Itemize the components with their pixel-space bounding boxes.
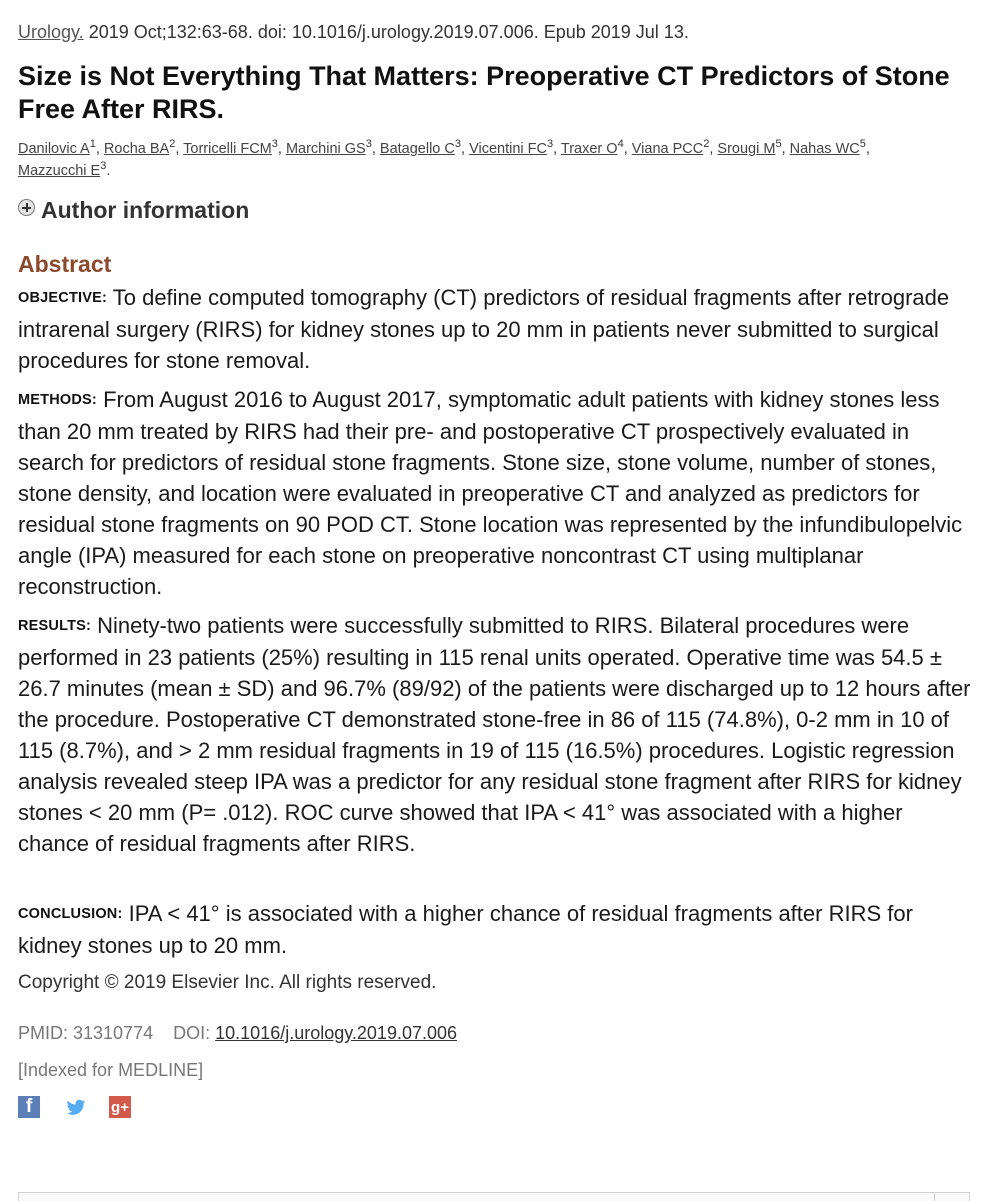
copyright-notice: Copyright © 2019 Elsevier Inc. All rights reserved. <box>18 972 437 993</box>
author-list: Danilovic $A^1$, Rocha $BA^2$, Torricelli FCM$^3$, Marchini $GS^3$, Batagello $C^3$, Vicentini $FC^3$, Traxer $O^4$, Viana PCC$^2$, Srougi $M^5$, Nahas $WC^5$, Mazzucchi $E^3$. <box>18 138 870 179</box>
author-affiliation: 3 <box>546 138 554 150</box>
results-label: RESULTS: <box>18 618 92 634</box>
google-plus-icon[interactable]: g+ <box>109 1096 131 1118</box>
abstract-heading: Abstract <box>18 251 112 277</box>
doi-link[interactable]: 10.1016/j.urology.2019.07.006 <box>215 1023 458 1043</box>
article-title: Size is Not Everything That Matters: Preoperative CT Predictors of Stone Free After RIRS. <box>18 61 950 124</box>
abstract-conclusion <box>18 898 973 961</box>
author-link[interactable]: Batagello C <box>379 141 455 157</box>
abstract-objective <box>18 282 973 376</box>
author-affiliation: 1 <box>89 138 96 150</box>
citation-details: 2019 Oct;132:63-68. doi: 10.1016/j.urology.2019.07.006. Epub 2019 Jul 13. <box>83 22 689 42</box>
social-share-bar <box>18 1096 131 1118</box>
conclusion-label: CONCLUSION: <box>18 906 123 922</box>
abstract-results <box>18 610 973 859</box>
author-affiliation: 2 <box>169 138 176 150</box>
pmid: PMID: 31310774 <box>18 1023 154 1043</box>
author-affiliation: 3 <box>100 160 107 172</box>
objective-label: OBJECTIVE: <box>18 290 108 306</box>
author-link[interactable]: Srougi M <box>717 141 776 157</box>
author-link[interactable]: Rocha BA <box>103 141 170 157</box>
author-link[interactable]: Danilovic A <box>18 141 90 157</box>
author-link[interactable]: Nahas WC <box>789 141 860 157</box>
author-link[interactable]: Viana PCC <box>631 141 704 157</box>
author-information-toggle[interactable] <box>18 197 249 224</box>
facebook-icon[interactable]: f <box>18 1096 40 1118</box>
journal-link[interactable]: Urology. <box>18 22 84 42</box>
objective-text: To define computed tomography (CT) predictors of residual fragments after retrograde intrarenal surgery (RIRS) for kidney stones up to 20 mm in patients never submitted to surgical procedures for stone removal. <box>18 285 950 373</box>
medline-status: [Indexed for MEDLINE] <box>18 1060 204 1080</box>
author-information-label: Author information <box>41 197 250 223</box>
author-affiliation: 5 <box>775 138 782 150</box>
author-affiliation: 5 <box>859 138 866 150</box>
author-link[interactable]: Torricelli FCM <box>183 141 272 157</box>
author-affiliation: 3 <box>365 138 372 150</box>
twitter-bird-icon <box>66 1099 86 1115</box>
author-affiliation: 3 <box>454 138 461 150</box>
author-affiliation: 3 <box>271 138 278 150</box>
methods-label: METHODS: <box>18 392 97 408</box>
methods-text: From August 2016 to August 2017, symptomatic adult patients with kidney stones less than 20 mm treated by RIRS had their pre- and postoperative CT prospectively evaluated in search for predictors of residual stone fragments. Stone size, stone volume, number of stones, stone density, and location were evaluated in preoperative CT and analyzed as predictors for residual stone fragments on 90 POD CT. Stone location was represented by the infundibulopelvic angle (IPA) measured for each stone on preoperative noncontrast CT using multiplanar reconstruction. <box>18 387 963 599</box>
expand-plus-icon[interactable] <box>18 199 35 216</box>
author-link[interactable]: Traxer O <box>560 141 618 157</box>
author-affiliation: 4 <box>617 138 624 150</box>
results-text: Ninety-two patients were successfully submitted to RIRS. Bilateral procedures were performed in 23 patients (25%) resulting in 115 renal units operated. Operative time was 54.5 ± 26.7 minutes (mean ± SD) and 96.7% (89/92) of the patients were discharged up to 12 hours after the procedure. Postoperative CT demonstrated stone-free in 86 of 115 (74.8%), 0-2 mm in 10 of 115 (8.7%), and > 2 mm residual fragments in 19 of 115 (16.5%) procedures. Logistic regression analysis revealed steep IPA was a predictor for any residual stone fragment after RIRS for kidney stones < 20 mm (P= .012). ROC curve showed that IPA < 41° was associated with a higher chance of residual fragments after RIRS. <box>18 613 971 856</box>
author-link[interactable]: Marchini GS <box>285 141 366 157</box>
doi-label: DOI: <box>173 1023 211 1043</box>
article-identifiers <box>18 1023 457 1044</box>
abstract-methods <box>18 384 973 602</box>
twitter-icon[interactable] <box>64 1096 88 1118</box>
conclusion-text: IPA < 41° is associated with a higher chance of residual fragments after RIRS for kidney stones up to 20 mm. <box>18 901 913 958</box>
author-affiliation: 2 <box>703 138 710 150</box>
citation-line <box>18 22 689 43</box>
author-link[interactable]: Vicentini FC <box>469 141 547 157</box>
author-link[interactable]: Mazzucchi E <box>18 163 101 179</box>
